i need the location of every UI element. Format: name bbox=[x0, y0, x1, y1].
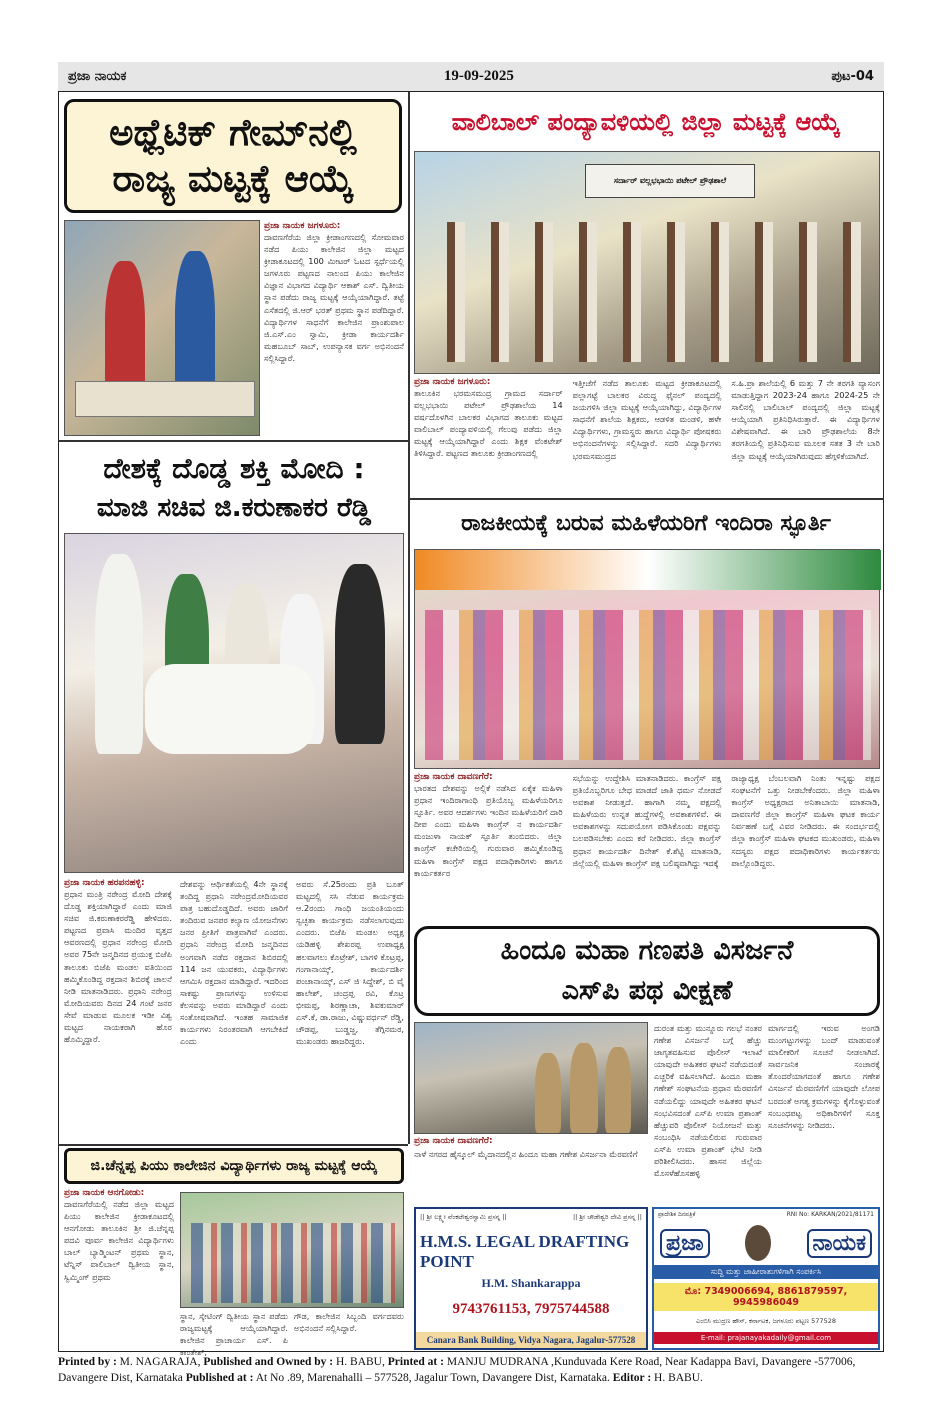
footer-editor-label: Editor : bbox=[612, 1372, 652, 1384]
volleyball-body-col1: ತಾಲೂಕಿನ ಭರಮಸಮುದ್ರ ಗ್ರಾಮದ ಸರ್ದಾರ್ ವಲ್ಲಭಭಾಯಿ ಪಟೇಲ್ ಪ್ರೌಢಶಾಲೆಯ 14 ವರ್ಷದೊಳಗಿನ ಬಾಲಕರ ವಿಭಾಗದ ತಾಲೂಕು ಮಟ್ಟದ ವಾಲಿಬಾಲ್ ಪಂದ್ಯಾವಳಿಯಲ್ಲಿ ಗೆಲುವು ಪಡೆದು ಜಿಲ್ಲಾ ಮಟ್ಟಕ್ಕೆ ಆಯ್ಕೆಯಾಗಿದ್ದಾರೆ ಎಂದು ಶಿಕ್ಷಕ ವೆಂಕಟೇಶ್ ತಿಳಿಸಿದ್ದಾರೆ. ಪಟ್ಟಣದ ತಾಲೂಕು ಕ್ರೀಡಾಂಗಣದಲ್ಲಿ bbox=[414, 388, 563, 459]
donor-figure bbox=[145, 664, 315, 754]
athletic-headline bbox=[64, 99, 402, 213]
divider bbox=[58, 440, 408, 442]
ad-address: Canara Bank Building, Vidya Nagara, Jagalur-577528 bbox=[416, 1332, 646, 1348]
modi-body-col3: ಅವರು ಸೆ.25ರಂದು ಪ್ರತಿ ಬೂತ್ ಮಟ್ಟದಲ್ಲಿ ಸಸಿ ನೆಡುವ ಕಾರ್ಯಕ್ರಮ ಆ.2ರಂದು ಗಾಂಧಿ ಜಯಂತಿಯಂದು ಸ್ವಚ್ಛತಾ ಕಾರ್ಯಕ್ರಮ ನಡೆಸಲಾಗುವುದು ಎಂದರು. ಬಿಜೆಪಿ ಮಂಡಲ ಅಧ್ಯಕ್ಷ ಯಡಿಹಳ್ಳಿ ಶೇಖರಪ್ಪ ಉಪಾಧ್ಯಕ್ಷ ಹಲವಾಗಲು ಕೊಟ್ರೇಶ್, ಬಾಗಳಿ ಕೊಟ್ರಪ್ಪ, ಗಂಗಾನಾಯ್ಕ್, ಕಾರ್ಯದರ್ಶಿ ಪಂಚಾನಾಯ್ಕ್, ಎಸ್ ಜಿ ಸಿದ್ದೇಶ್, ಬಿ ವೈ ಹಾಲೇಶ್, ಚಂದ್ರಪ್ಪ ರವಿ, ಕೊಟ್ರ ಭೀಮಪ್ಪ, ಶಿರಣ್ಣಾಚಾ, ಶಿವಕುಮಾರ್ ಎಸ್.ಕೆ, ಡಾ.ರಾಜು, ವಿಷ್ಣುವರ್ಧನ್ ರೆಡ್ಡಿ, ಚೌಡಪ್ಪ, ಬುಡ್ಡಜ್ಜ, ತೆಗ್ಗಿನಮಠ, ಮುಖಂಡರು ಹಾಜರಿದ್ದರು. bbox=[296, 879, 404, 1047]
ganapathi-headline-line1: ಹಿಂದೂ ಮಹಾ ಗಣಪತಿ ವಿಸರ್ಜನೆ bbox=[500, 935, 794, 966]
modi-body-col2: ದೇಶವನ್ನು ಆರ್ಥಿಕತೆಯಲ್ಲಿ 4ನೇ ಸ್ಥಾನಕ್ಕೆ ತಂದಿದ್ದ ಪ್ರಧಾನಿ ನರೇಂದ್ರಮೋದಿಯವರ ಪಾತ್ರ ಬಹುದೊಡ್ಡದಿದೆ. ಅವರು ಜಾರಿಗೆ ತಂದಿರುವ ಜನಪರ ಕಲ್ಯಾಣ ಯೋಜನೆಗಳು ಜನರ ಪ್ರೀತಿಗೆ ಪಾತ್ರವಾಗಿವೆ ಎಂದರು. ಪ್ರಧಾನಿ ನರೇಂದ್ರ ಮೋದಿ ಜನ್ಮದಿನದ ಅಂಗವಾಗಿ ನಡೆದ ರಕ್ತದಾನ ಶಿಬಿರದಲ್ಲಿ 114 ಜನ ಯುವಕರು, ವಿದ್ಯಾರ್ಥಿಗಳು ಆಗಮಿಸಿ ರಕ್ತದಾನ ಮಾಡಿದ್ದಾರೆ. ಇದರಿಂದ ಸಾಕಷ್ಟು ಪ್ರಾಣಗಳನ್ನು ಉಳಿಸುವ ಕೆಲಸವನ್ನು ಅವರು ಮಾಡಿದ್ದಾರೆ ಎಂದು ಸಂತೋಷವಾಗಿದೆ. ಇಂತಹ ಸಾಮಾಜಿಕ ಕಾರ್ಯಗಳು ನಿರಂತರವಾಗಿ ಆಗಬೇಕಿದೆ ಎಂದು bbox=[180, 879, 288, 1047]
volleyball-headline: ವಾಲಿಬಾಲ್ ಪಂದ್ಯಾವಳಿಯಲ್ಲಿ ಜಿಲ್ಲಾ ಮಟ್ಟಕ್ಕೆ ಆಯ್ಕೆ bbox=[451, 108, 841, 136]
indira-headline: ರಾಜಕೀಯಕ್ಕೆ ಬರುವ ಮಹಿಳೆಯರಿಗೆ ಇಂದಿರಾ ಸ್ಫೂರ್ತಿ bbox=[461, 510, 831, 536]
footer-published-at: At No .89, Marenahalli – 577528, Jagalur Town, Davangere Dist, Karnataka. bbox=[255, 1372, 610, 1384]
footer-printed-by-label: Printed by : bbox=[58, 1356, 117, 1368]
ad-top-line: ಪ್ರಾದೇಶಿಕ ದಿನಪತ್ರಿಕೆ bbox=[658, 1211, 696, 1218]
police-figure bbox=[535, 1053, 561, 1133]
athletic-headline-line2: ರಾಜ್ಯ ಮಟ್ಟಕ್ಕೆ ಆಯ್ಕೆ bbox=[112, 157, 354, 200]
chennappa-headline: ಜಿ.ಚೆನ್ನಪ್ಪ ಪಿಯು ಕಾಲೇಜಿನ ವಿದ್ಯಾರ್ಥಿಗಳು ರಾಜ್ಯ ಮಟ್ಟಕ್ಕೆ ಆಯ್ಕೆ bbox=[64, 1148, 404, 1184]
volleyball-photo bbox=[414, 151, 880, 374]
modi-headline-line1: ದೇಶಕ್ಕೆ ದೊಡ್ಡ ಶಕ್ತಿ ಮೋದಿ : bbox=[103, 452, 365, 485]
praja-nayaka-ad bbox=[652, 1207, 880, 1350]
indira-credit: ಪ್ರಜಾ ನಾಯಕ ದಾವಣಗೆರೆ: bbox=[414, 772, 493, 782]
modi-text bbox=[64, 878, 404, 1140]
team-group bbox=[425, 222, 871, 362]
chennappa-credit: ಪ್ರಜಾ ನಾಯಕ ಆನಗೋಡು: bbox=[64, 1188, 145, 1198]
issue-date: 19-09-2025 bbox=[443, 68, 514, 84]
page-number: ಪುಟ-04 bbox=[831, 69, 874, 84]
footer-published-by: H. BABU, bbox=[335, 1356, 385, 1368]
person-figure bbox=[335, 564, 385, 744]
school-sign: ಸರ್ದಾರ್ ವಲ್ಲಭಭಾಯಿ ಪಟೇಲ್ ಪ್ರೌಢಶಾಲೆ bbox=[585, 164, 755, 198]
party-banner bbox=[415, 550, 881, 590]
portrait bbox=[745, 1225, 771, 1261]
indira-photo bbox=[414, 549, 880, 769]
ad-phones bbox=[453, 1301, 610, 1318]
divider bbox=[58, 1144, 408, 1146]
footer-published-at-label: Published at : bbox=[185, 1372, 254, 1384]
masthead bbox=[58, 62, 884, 92]
chennappa-body-col3: ಗೌಡ, ಕಾಲೇಜಿನ ಸಿಬ್ಬಂದಿ ವರ್ಗದವರು ಅಭಿನಂದನೆ ಸಲ್ಲಿಸಿದ್ದಾರೆ. bbox=[294, 1311, 404, 1334]
students-group bbox=[191, 1223, 395, 1303]
chennappa-body-col2: ಸ್ಥಾನ, ಸ್ಕೇಟಿಂಗ್ ದ್ವಿತೀಯ ಸ್ಥಾನ ಪಡೆದು ರಾಜ್ಯಮಟ್ಟಕ್ಕೆ ಆಯ್ಕೆಯಾಗಿದ್ದಾರೆ. ಕಾಲೇಜಿನ ಪ್ರಾಚಾರ್ಯ ಎಸ್. ಪಿ ಕಾಂತೇಶ್, bbox=[180, 1311, 288, 1358]
ad-tagline-right: || ಶ್ರೀ ಚೌಡೇಶ್ವರಿ ದೇವಿ ಪ್ರಸನ್ನ || bbox=[572, 1213, 642, 1221]
modi-headline-line2: ಮಾಜಿ ಸಚಿವ ಜಿ.ಕರುಣಾಕರ ರೆಡ್ಡಿ bbox=[96, 492, 372, 523]
volleyball-credit: ಪ್ರಜಾ ನಾಯಕ ಜಗಳೂರು: bbox=[414, 377, 491, 387]
imprint-footer bbox=[58, 1354, 884, 1386]
footer-published-label: Published and Owned by : bbox=[203, 1356, 334, 1368]
modi-photo bbox=[64, 533, 404, 873]
indira-text bbox=[414, 772, 880, 922]
police-figure bbox=[605, 1047, 631, 1133]
ganapathi-body-col3: ಮಾರ್ಗದಲ್ಲಿ ಇರುವ ಅಂಗಡಿ ಮುಂಗಟ್ಟುಗಳನ್ನು ಬಂದ್ ಮಾಡುವಂತೆ ಮಾಲೀಕರಿಗೆ ಸೂಚನೆ ನೀಡಲಾಗಿದೆ. ಸಾರ್ವಜನಿಕ ಸಂಚಾರಕ್ಕೆ ತೊಂದರೆಯಾಗದಂತೆ ಹಾಗೂ ಗಣೇಶ ವಿಸರ್ಜನೆ ಮೆರವಣಿಗೆಗೆ ಯಾವುದೇ ಲೋಪ ಬರದಂತೆ ಅಗತ್ಯ ಕ್ರಮಗಳನ್ನು ಕೈಗೊಳ್ಳುವಂತೆ ಸಂಬಂಧಪಟ್ಟ ಅಧಿಕಾರಿಗಳಿಗೆ ಸೂಕ್ತ ಸೂಚನೆಗಳನ್ನು ನೀಡಿದರು. bbox=[768, 1023, 880, 1130]
chennappa-text-col1 bbox=[64, 1188, 174, 1348]
police-figure bbox=[570, 1043, 598, 1133]
modi-body-col1: ಪ್ರಧಾನ ಮಂತ್ರಿ ನರೇಂದ್ರ ಮೋದಿ ದೇಶಕ್ಕೆ ದೊಡ್ಡ ಶಕ್ತಿಯಾಗಿದ್ದಾರೆ ಎಂದು ಮಾಜಿ ಸಚಿವ ಜಿ.ಕರುಣಾಕರರೆಡ್ಡಿ ಹೇಳಿದರು. ಪಟ್ಟಣದ ಪ್ರವಾಸಿ ಮಂದಿರ ವೃತ್ತದ ಆವರಣದಲ್ಲಿ ಪ್ರಧಾನ ನರೇಂದ್ರ ಮೋದಿ ಅವರ 75ನೇ ಜನ್ಮದಿನದ ಪ್ರಯುಕ್ತ ಬಿಜೆಪಿ ತಾಲೂಕು ಬಿಜೆಪಿ ಮಂಡಲ ವತಿಯಿಂದ ಹಮ್ಮಿಕೊಂಡಿದ್ದ ರಕ್ತದಾನ ಶಿಬಿರಕ್ಕೆ ಚಾಲನೆ ನೀಡಿ ಮಾತನಾಡಿದರು. ಪ್ರಧಾನಿ ನರೇಂದ್ರ ಮೋದಿಯವರು ದಿನದ 24 ಗಂಟೆ ಜನರ ಸೇವೆ ಮಾಡುವ ಮೂಲಕ ಇಡೀ ವಿಶ್ವ ಮಟ್ಟದ ನಾಯಕರಾಗಿ ಹೊರ ಹೊಮ್ಮಿದ್ದಾರೆ. bbox=[64, 889, 172, 1045]
podium bbox=[75, 381, 255, 417]
legal-drafting-ad bbox=[414, 1207, 648, 1350]
group-of-women bbox=[425, 610, 871, 760]
footer-printed-by: M. NAGARAJA, bbox=[119, 1356, 201, 1368]
volleyball-body-col2: ಇತ್ತೀಚೆಗೆ ನಡೆದ ತಾಲೂಕು ಮಟ್ಟದ ಕ್ರೀಡಾಕೂಟದಲ್ಲಿ ಪಲ್ಲಾಗಟ್ಟೆ ಬಾಲಕರ ವಿರುದ್ಧ ಫೈನಲ್ ಪಂದ್ಯದಲ್ಲಿ ಜಯಗಳಿಸಿ ಜಿಲ್ಲಾ ಮಟ್ಟಕ್ಕೆ ಆಯ್ಕೆಯಾಗಿದ್ದು, ವಿದ್ಯಾರ್ಥಿಗಳ ಸಾಧನೆಗೆ ಶಾಲೆಯ ಶಿಕ್ಷಕರು, ಆಡಳಿತ ಮಂಡಳಿ, ಹಳೇ ವಿದ್ಯಾರ್ಥಿಗಳು, ಗ್ರಾಮಸ್ಥರು ಹಾಗೂ ವಿದ್ಯಾರ್ಥಿ ಪೋಷಕರು ಅಭಿನಂದನೆಗಳನ್ನು ಸಲ್ಲಿಸಿದ್ದಾರೆ. ಸದರಿ ವಿದ್ಯಾರ್ಥಿಗಳು ಭರಮಸಮುದ್ರದ bbox=[572, 378, 722, 461]
ad-rni: RNI No: KARKAN/2021/81171 bbox=[786, 1211, 874, 1218]
athletic-photo bbox=[64, 220, 260, 436]
ad-tagline-left: || ಶ್ರೀ ಲಕ್ಷ್ಮೀ ವೆಂಕಟೇಶ್ವರಸ್ವಾಮಿ ಪ್ರಸನ್ನ || bbox=[420, 1213, 507, 1221]
ganapathi-headline-line2: ಎಸ್‌ಪಿ ಪಥ ವೀಕ್ಷಣೆ bbox=[561, 975, 733, 1006]
ad-owner: H.M. Shankarappa bbox=[481, 1276, 581, 1290]
athletic-body: ದಾವಣಗೆರೆಯ ಜಿಲ್ಲಾ ಕ್ರೀಡಾಂಗಣದಲ್ಲಿ ಸೋಮವಾರ ನಡೆದ ಪಿಯು ಕಾಲೇಜಿನ ಜಿಲ್ಲಾ ಮಟ್ಟದ ಕ್ರೀಡಾಕೂಟದಲ್ಲಿ 100 ಮೀಟರ್ ಓಟದ ಸ್ಪರ್ಧೆಯಲ್ಲಿ ಜಗಳೂರು ಪಟ್ಟಣದ ನಾಲಂದ ಪಿಯು ಕಾಲೇಜಿನ ವಿಜ್ಞಾನ ವಿಭಾಗದ ವಿದ್ಯಾರ್ಥಿ ಆಕಾಶ್ ಎಸ್. ದ್ವಿತೀಯ ಸ್ಥಾನ ಪಡೆದು ರಾಜ್ಯ ಮಟ್ಟಕ್ಕೆ ಆಯ್ಕೆಯಾಗಿದ್ದಾರೆ. ತಟ್ಟೆ ಎಸೆತದಲ್ಲಿ ಜಿ.ಆರ್ ಭರತ್ ಪ್ರಥಮ ಸ್ಥಾನ ಪಡೆದಿದ್ದಾರೆ. ವಿದ್ಯಾರ್ಥಿಗಳ ಸಾಧನೆಗೆ ಕಾಲೇಜಿನ ಪ್ರಾಂಶುಪಾಲ ಜಿ.ಎಸ್.ಎಂ ಸ್ವಾಮಿ, ಕ್ರೀಡಾ ಕಾರ್ಯದರ್ಶಿ ಮಹಬೂಬ್ ಸಾಬ್, ಉಪನ್ಯಾಸಕ ವರ್ಗ ಅಭಿನಂದನೆ ಸಲ್ಲಿಸಿದ್ದಾರೆ. bbox=[264, 232, 404, 363]
footer-printed-at: MANJU MUDRANA ,Kunduvada Kere Road, Near Kadappa Bavi, Davangere -577006, Davangere Dist, Karnataka bbox=[58, 1356, 856, 1384]
athletic-credit: ಪ್ರಜಾ ನಾಯಕ ಜಗಳೂರು: bbox=[264, 221, 341, 231]
ad-phone-1: 9743761153, bbox=[452, 1301, 531, 1317]
ad-logo-right: ನಾಯಕ bbox=[807, 1229, 872, 1258]
ad-praja-address: ಎಂಬಿಸಿ ಮುದ್ರಣ ಹೌಸ್, ಕರ್ನಾಟಕ, ಜಗಳೂರು ಪಟ್ಟಣ 577528 bbox=[696, 1317, 836, 1325]
chennappa-body-col1: ದಾವಣಗೆರೆಯಲ್ಲಿ ನಡೆದ ಜಿಲ್ಲಾ ಮಟ್ಟದ ಪಿಯು ಕಾಲೇಜಿನ ಕ್ರೀಡಾಕೂಟದಲ್ಲಿ ಆನಗೋಡು ತಾಲೂಕಿನ ಶ್ರೀ ಜಿ.ಚೆನ್ನಪ್ಪ ಪದವಿ ಪೂರ್ವ ಕಾಲೇಜಿನ ವಿದ್ಯಾರ್ಥಿಗಳು ಬಾಲ್ ಬ್ಯಾಡ್ಮಿಂಟನ್ ಪ್ರಥಮ ಸ್ಥಾನ, ಟೆನ್ನಿಸ್ ವಾಲಿಬಾಲ್ ದ್ವಿತೀಯ ಸ್ಥಾನ, ಸ್ವಿಮ್ಮಿಂಗ್ ಪ್ರಥಮ bbox=[64, 1199, 174, 1282]
person-figure bbox=[95, 554, 143, 754]
chennappa-photo bbox=[180, 1192, 404, 1308]
ganapathi-credit: ಪ್ರಜಾ ನಾಯಕ ದಾವಣಗೆರೆ: bbox=[414, 1136, 493, 1146]
ad-phone-2: 7975744588 bbox=[534, 1301, 610, 1317]
indira-body-col1: ಭಾರತದ ದೇಶವನ್ನು ಅಲ್ಲಿಕೆ ನಡೆಸಿದ ಏಕೈಕ ಮಹಿಳಾ ಪ್ರಧಾನ ಇಂದಿರಾಗಾಂಧಿ ಪ್ರತಿಯೊಬ್ಬ ಮಹಿಳೆಯರಿಗೂ ಸ್ಫೂರ್ತಿ. ಅವರ ಆದರ್ಶಗಳು ಇಂದಿನ ಮಹಿಳೆಯರಿಗೆ ದಾರಿ ದೀಪ ಎಂದು ಮಹಿಳಾ ಕಾಂಗ್ರೆಸ್ ನ ಕಾರ್ಯದರ್ಶಿ ಮಂಜುಳಾ ನಾಯಕ್ ಸ್ಫೂರ್ತಿ ತುಂಬಿದರು. ಜಿಲ್ಲಾ ಕಾಂಗ್ರೆಸ್ ಕಚೇರಿಯಲ್ಲಿ ಗುರುವಾರ ಹಮ್ಮಿಕೊಂಡಿದ್ದ ಮಹಿಳಾ ಕಾಂಗ್ರೆಸ್ ಪಕ್ಷದ ಪದಾಧಿಕಾರಿಗಳು ಹಾಗೂ ಕಾರ್ಯಕರ್ತರ bbox=[414, 783, 563, 878]
athletic-headline-line1: ಅಥ್ಲೆಟಿಕ್ ಗೇಮ್‌ನಲ್ಲಿ bbox=[109, 111, 357, 154]
ganapathi-photo bbox=[414, 1022, 648, 1134]
indira-body-col2: ಸಭೆಯನ್ನು ಉದ್ದೇಶಿಸಿ ಮಾತನಾಡಿದರು. ಕಾಂಗ್ರೆಸ್ ಪಕ್ಷ ಪ್ರತಿಯೊಬ್ಬರಿಗೂ ಬೇಧ ಮಾಡದೆ ಜಾತಿ ಧರ್ಮ ನೋಡದೆ ಅವಕಾಶ ನೀಡುತ್ತದೆ. ಹಾಗಾಗಿ ನಮ್ಮ ಪಕ್ಷದಲ್ಲಿ ಮಹಿಳೆಯರು ಉನ್ನತ ಹುದ್ದೆಗಳಲ್ಲಿ ಅವಕಾಶಗಳಿವೆ. ಈ ಅವಕಾಶಗಳನ್ನು ಸದುಪಯೋಗ ಪಡಿಸಿಕೊಂಡು ಪಕ್ಷವನ್ನು ಬಲಪಡಿಸಬೇಕು ಎಂದು ಕರೆ ನೀಡಿದರು. ಜಿಲ್ಲಾ ಕಾಂಗ್ರೆಸ್ ಪ್ರಧಾನ ಕಾರ್ಯದರ್ಶಿ ದಿನೇಶ್ ಕೆ.ಶೆಟ್ಟಿ ಮಾತನಾಡಿ, ಜಿಲ್ಲೆಯಲ್ಲಿ ಮಹಿಳಾ ಕಾಂಗ್ರೆಸ್ ಪಕ್ಷ ಬಲಿಷ್ಠವಾಗಿದ್ದು ಇದಕ್ಕೆ bbox=[572, 773, 722, 868]
volleyball-body-col3: ಸ.ಹಿ.ಪ್ರಾ ಶಾಲೆಯಲ್ಲಿ 6 ಮತ್ತು 7 ನೇ ತರಗತಿ ವ್ಯಾಸಂಗ ಮಾಡುತ್ತಿದ್ದಾಗ 2023-24 ಹಾಗೂ 2024-25 ನೇ ಸಾಲಿನಲ್ಲಿ ಬಾಲಿಬಾಲ್ ಪಂದ್ಯದಲ್ಲಿ ಜಿಲ್ಲಾ ಮಟ್ಟಕ್ಕೆ ಆಯ್ಕೆಯಾಗಿ ಪ್ರತಿನಿಧಿಸಿರುತ್ತಾರೆ. ಈ ವಿದ್ಯಾರ್ಥಿಗಳ ವಿಶೇಷವಾಗಿದೆ. ಈ ಬಾರಿ ಪ್ರೌಢಶಾಲೆಯ 8ನೇ ತರಗತಿಯಲ್ಲಿ ಪ್ರತಿನಿಧಿಸುವ ಮೂಲಕ ಸತತ 3 ನೇ ಬಾರಿ ಜಿಲ್ಲಾ ಮಟ್ಟಕ್ಕೆ ಆಯ್ಕೆಯಾಗಿರುವುದು ಹೆಗ್ಗಳಿಕೆಯಾಗಿದೆ. bbox=[731, 378, 881, 461]
footer-printed-at-label: Printed at : bbox=[387, 1356, 444, 1368]
volleyball-text bbox=[414, 377, 880, 495]
ad-logo-left: ಪ್ರಜಾ bbox=[660, 1229, 710, 1258]
ad-subtitle: ಸುದ್ದಿ ಮತ್ತು ಜಾಹೀರಾತುಗಳಿಗಾಗಿ ಸಂಪರ್ಕಿಸಿ bbox=[654, 1265, 878, 1279]
ad-logo bbox=[654, 1221, 878, 1265]
paper-name: ಪ್ರಜಾ ನಾಯಕ bbox=[68, 69, 127, 84]
ganapathi-headline bbox=[414, 926, 880, 1016]
ad-phone-numbers: ಮೊ: 7349006694, 8861879597, 9945986049 bbox=[654, 1283, 878, 1311]
athletic-text bbox=[264, 221, 404, 435]
ad-title: H.M.S. LEGAL DRAFTING POINT bbox=[420, 1232, 630, 1271]
ganapathi-body-col2: ದುರಂತ ಮತ್ತು ಮುನ್ನೂರು ಗಲಭೆ ನಂತರ ಗಣೇಶ ವಿಸರ್ಜನೆ ಬಗ್ಗೆ ಹೆಚ್ಚು ಜಾಗೃತವಹಿಸುವ ಪೊಲೀಸ್ ಇಲಾಖೆ ಯಾವುದೇ ಅಹಿತಕರ ಘಟನೆ ನಡೆಯದಂತೆ ಎಚ್ಚರಿಕೆ ವಹಿಸಲಾಗಿದೆ. ಹಿಂದೂ ಮಹಾ ಗಣೇಶ್ ಸಂಘಟನೆಯ ಪ್ರಧಾನ ಮೆರವಣಿಗೆ ನಡೆಯಲಿದ್ದು ಯಾವುದೇ ಅಹಿತಕರ ಘಟನೆ ಸಂಭವಿಸದಂತೆ ಎಸ್‌ಪಿ ಉಮಾ ಪ್ರಶಾಂತ್ ಹೆಚ್ಚುವರಿ ಪೊಲೀಸ್ ನಿಯೋಜನೆ ಮತ್ತು ಸಂಬಂಧಿಸಿ ನಡೆಯಲಿರುವ ಗುರುವಾರ ಎಸ್‌ಪಿ ಉಮಾ ಪ್ರಶಾಂತ್ ಭೇಟಿ ನೀಡಿ ಪರಿಶೀಲಿಸಿದರು. ಹಾಸನ ಜಿಲ್ಲೆಯ ಮೊಸಳೆಹೊಸಹಳ್ಳಿ bbox=[654, 1023, 762, 1179]
column-divider bbox=[408, 92, 410, 1144]
indira-body-col3: ರಾಜ್ಯಾಧ್ಯಕ್ಷ ಬೆಂಬಲವಾಗಿ ನಿಂತು ಇನ್ನಷ್ಟು ಪಕ್ಷದ ಸಂಘಟನೆಗೆ ಒತ್ತು ನೀಡಬೇಕೆಂದರು. ಜಿಲ್ಲಾ ಮಹಿಳಾ ಕಾಂಗ್ರೆಸ್ ಅಧ್ಯಕ್ಷರಾದ ಅನಿತಾಬಾಯಿ ಮಾತನಾಡಿ, ದಾವಣಗೆರೆ ಜಿಲ್ಲಾ ಕಾಂಗ್ರೆಸ್ ಮಹಿಳಾ ಘಟಕ ಕಾರ್ಯ ನಿರ್ವಹಣೆ ಬಗ್ಗೆ ವಿವರ ನೀಡಿದರು. ಈ ಸಂದರ್ಭದಲ್ಲಿ ಜಿಲ್ಲಾ ಕಾಂಗ್ರೆಸ್ ಮಹಿಳಾ ಘಟಕದ ಮುಖಂಡರು, ಮಹಿಳಾ ಸದಸ್ಯರು ಪಕ್ಷದ ಪದಾಧಿಕಾರಿಗಳು ಕಾರ್ಯಕರ್ತರು ಪಾಲ್ಗೊಂಡಿದ್ದರು. bbox=[731, 773, 881, 868]
footer-editor: H. BABU. bbox=[654, 1372, 703, 1384]
ganapathi-body-col1: ನಾಳೆ ನಗರದ ಹೈಸ್ಕೂಲ್ ಮೈದಾನದಲ್ಲಿನ ಹಿಂದೂ ಮಹಾ ಗಣೇಶ ವಿಸರ್ಜನಾ ಮೆರವಣಿಗೆ bbox=[414, 1149, 638, 1159]
modi-credit: ಪ್ರಜಾ ನಾಯಕ ಹರಪನಹಳ್ಳಿ: bbox=[64, 878, 145, 888]
ad-email: E-mail: prajanayakadaily@gmail.com bbox=[654, 1332, 878, 1344]
divider bbox=[408, 498, 884, 500]
